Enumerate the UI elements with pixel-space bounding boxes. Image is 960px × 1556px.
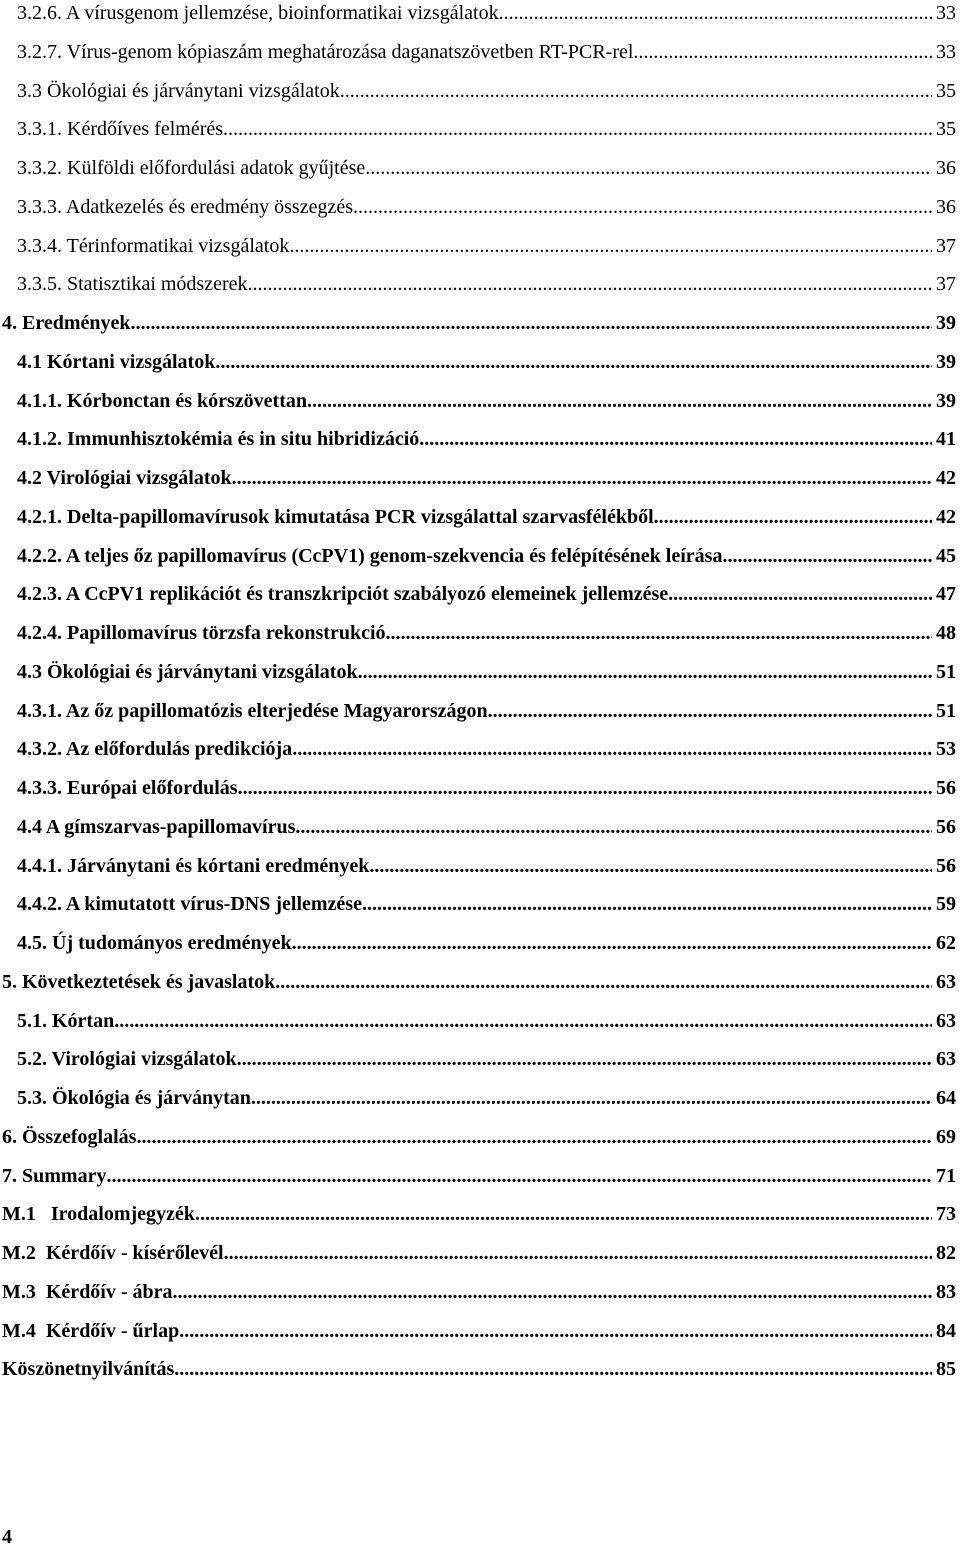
toc-entry[interactable] xyxy=(17,233,956,259)
toc-dot-leader xyxy=(358,659,932,685)
toc-entry-title: Köszönetnyilvánítás xyxy=(2,1358,175,1381)
toc-entry[interactable] xyxy=(17,1046,956,1072)
toc-entry[interactable] xyxy=(17,271,956,297)
toc-entry[interactable] xyxy=(2,969,956,995)
toc-entry-title: 4.3.1. Az őz papillomatózis elterjedése Magyarországon xyxy=(17,699,488,722)
toc-entry-page-number: 53 xyxy=(936,738,956,761)
toc-entry-title: 3.2.6. A vírusgenom jellemzése, bioinformatikai vizsgálatok xyxy=(17,2,499,24)
toc-entry-title: 4.4.2. A kimutatott vírus-DNS jellemzése xyxy=(17,893,362,916)
toc-dot-leader xyxy=(362,891,932,917)
toc-entry-title: 4.1 Kórtani vizsgálatok xyxy=(17,350,216,373)
toc-entry-title: M.3 Kérdőív - ábra xyxy=(2,1280,173,1303)
toc-entry-page-number: 59 xyxy=(936,893,956,916)
toc-dot-leader xyxy=(307,388,932,414)
toc-entry-page-number: 37 xyxy=(936,234,956,257)
toc-entry-page-number: 71 xyxy=(936,1164,956,1187)
toc-entry[interactable] xyxy=(2,1279,956,1305)
toc-entry-page-number: 33 xyxy=(936,40,956,63)
toc-entry-title: 3.3.3. Adatkezelés és eredmény összegzés xyxy=(17,195,353,218)
toc-entry[interactable] xyxy=(17,1085,956,1111)
toc-entry-page-number: 83 xyxy=(936,1280,956,1303)
toc-entry-title: 4. Eredmények xyxy=(2,312,131,334)
toc-entry-title: 4.2.2. A teljes őz papillomavírus (CcPV1) genom-szekvencia és felépítésének leírása xyxy=(17,544,723,567)
toc-dot-leader xyxy=(238,775,932,801)
toc-entry-page-number: 73 xyxy=(936,1203,956,1226)
toc-entry-page-number: 82 xyxy=(936,1242,956,1264)
toc-entry-page-number: 42 xyxy=(936,505,956,528)
toc-entry[interactable] xyxy=(17,698,956,724)
toc-entry[interactable] xyxy=(17,39,956,65)
toc-dot-leader xyxy=(292,736,932,762)
toc-entry[interactable] xyxy=(17,620,956,646)
toc-entry-title: 5. Következtetések és javaslatok xyxy=(2,970,276,993)
toc-dot-leader xyxy=(295,814,932,840)
toc-entry[interactable] xyxy=(17,504,956,530)
toc-entry-page-number: 62 xyxy=(936,932,956,954)
toc-entry-title: 3.3.4. Térinformatikai vizsgálatok xyxy=(17,234,290,257)
toc-dot-leader xyxy=(237,1046,932,1072)
toc-entry[interactable] xyxy=(17,814,956,840)
toc-entry[interactable] xyxy=(2,310,956,336)
toc-entry-title: 3.3.5. Statisztikai módszerek xyxy=(17,273,248,296)
toc-entry-page-number: 56 xyxy=(936,854,956,877)
toc-entry[interactable] xyxy=(17,78,956,104)
toc-entry[interactable] xyxy=(17,853,956,879)
toc-entry-page-number: 56 xyxy=(936,815,956,838)
toc-dot-leader xyxy=(722,543,932,569)
toc-dot-leader xyxy=(292,930,932,956)
toc-dot-leader xyxy=(224,1240,932,1266)
toc-entry-title: 7. Summary xyxy=(2,1164,107,1187)
toc-entry[interactable] xyxy=(17,581,956,607)
toc-entry-title: M.1 Irodalomjegyzék xyxy=(2,1203,195,1226)
toc-entry-page-number: 36 xyxy=(936,195,956,218)
toc-entry[interactable] xyxy=(17,891,956,917)
toc-dot-leader xyxy=(106,1163,932,1189)
toc-entry-title: 4.1.2. Immunhisztokémia és in situ hibridizáció xyxy=(17,428,420,451)
toc-entry-title: 4.2.1. Delta-papillomavírusok kimutatása PCR vizsgálattal szarvasfélékből xyxy=(17,505,654,528)
toc-entry[interactable] xyxy=(2,1240,956,1266)
toc-entry-title: 3.3.1. Kérdőíves felmérés xyxy=(17,118,224,141)
toc-dot-leader xyxy=(251,1085,932,1111)
toc-dot-leader xyxy=(136,1124,932,1150)
toc-entry-page-number: 36 xyxy=(936,157,956,179)
toc-dot-leader xyxy=(369,853,932,879)
page-number: 4 xyxy=(2,1526,12,1548)
toc-entry[interactable] xyxy=(17,775,956,801)
toc-dot-leader xyxy=(386,620,932,646)
toc-entry-page-number: 45 xyxy=(936,544,956,567)
toc-entry-title: 5.2. Virológiai vizsgálatok xyxy=(17,1048,237,1071)
toc-entry-title: 3.3.2. Külföldi előfordulási adatok gyűjtése xyxy=(17,157,366,179)
toc-dot-leader xyxy=(353,194,932,220)
toc-entry[interactable] xyxy=(17,426,956,452)
toc-entry[interactable] xyxy=(17,736,956,762)
toc-entry[interactable] xyxy=(2,1318,956,1344)
toc-entry[interactable] xyxy=(17,465,956,491)
toc-dot-leader xyxy=(668,581,932,607)
toc-entry-title: 4.3 Ökológiai és járványtani vizsgálatok xyxy=(17,660,358,683)
toc-entry-title: 5.1. Kórtan xyxy=(17,1009,115,1032)
toc-entry-page-number: 37 xyxy=(936,273,956,296)
toc-entry-page-number: 51 xyxy=(936,660,956,683)
toc-entry-page-number: 42 xyxy=(936,467,956,489)
toc-entry-title: 4.2.3. A CcPV1 replikációt és transzkripciót szabályozó elemeinek jellemzése xyxy=(17,583,669,606)
toc-entry-page-number: 47 xyxy=(936,583,956,606)
toc-entry-page-number: 39 xyxy=(936,350,956,373)
toc-entry-page-number: 69 xyxy=(936,1125,956,1148)
toc-entry[interactable] xyxy=(17,194,956,220)
toc-entry[interactable] xyxy=(17,349,956,375)
toc-entry-title: 4.4 A gímszarvas-papillomavírus xyxy=(17,815,296,838)
toc-dot-leader xyxy=(179,1318,932,1344)
toc-dot-leader xyxy=(499,0,932,26)
toc-entry[interactable] xyxy=(17,1008,956,1034)
toc-dot-leader xyxy=(248,271,932,297)
toc-entry-title: 3.3 Ökológiai és járványtani vizsgálatok xyxy=(17,79,340,102)
toc-entry-page-number: 35 xyxy=(936,118,956,141)
toc-entry-page-number: 85 xyxy=(936,1358,956,1381)
toc-entry[interactable] xyxy=(17,543,956,569)
toc-entry[interactable] xyxy=(17,388,956,414)
toc-dot-leader xyxy=(114,1008,932,1034)
toc-entry[interactable] xyxy=(17,659,956,685)
toc-entry-page-number: 84 xyxy=(936,1319,956,1342)
toc-dot-leader xyxy=(174,1356,932,1382)
toc-entry-page-number: 64 xyxy=(936,1087,956,1109)
toc-dot-leader xyxy=(232,465,932,491)
toc-dot-leader xyxy=(488,698,932,724)
toc-dot-leader xyxy=(340,78,932,104)
toc-entry-page-number: 51 xyxy=(936,699,956,722)
toc-dot-leader xyxy=(275,969,932,995)
toc-entry[interactable] xyxy=(2,1163,956,1189)
toc-dot-leader xyxy=(289,233,932,259)
toc-dot-leader xyxy=(633,39,932,65)
toc-entry-page-number: 63 xyxy=(936,970,956,993)
toc-entry-title: 5.3. Ökológia és járványtan xyxy=(17,1087,251,1109)
toc-entry-title: 4.3.3. Európai előfordulás xyxy=(17,777,238,799)
toc-entry-page-number: 63 xyxy=(936,1048,956,1071)
toc-entry[interactable] xyxy=(2,1201,956,1227)
toc-dot-leader xyxy=(365,155,932,181)
toc-entry-page-number: 39 xyxy=(936,312,956,334)
toc-entry-title: 4.2.4. Papillomavírus törzsfa rekonstrukció xyxy=(17,622,386,644)
toc-dot-leader xyxy=(173,1279,932,1305)
toc-entry[interactable] xyxy=(17,930,956,956)
toc-entry[interactable] xyxy=(17,0,956,26)
toc-entry-title: M.4 Kérdőív - űrlap xyxy=(2,1319,180,1342)
toc-entry[interactable] xyxy=(17,155,956,181)
toc-entry-title: 6. Összefoglalás xyxy=(2,1125,137,1148)
toc-entry-page-number: 33 xyxy=(936,2,956,24)
toc-dot-leader xyxy=(419,426,932,452)
toc-entry[interactable] xyxy=(2,1356,956,1382)
toc-entry-title: 4.1.1. Kórbonctan és kórszövettan xyxy=(17,389,307,412)
toc-entry-title: 4.2 Virológiai vizsgálatok xyxy=(17,467,232,489)
toc-dot-leader xyxy=(654,504,932,530)
toc-entry-page-number: 35 xyxy=(936,79,956,102)
toc-entry[interactable] xyxy=(17,116,956,142)
toc-entry-page-number: 41 xyxy=(936,428,956,451)
toc-dot-leader xyxy=(215,349,932,375)
toc-entry-page-number: 48 xyxy=(936,622,956,644)
toc-entry-page-number: 56 xyxy=(936,777,956,799)
toc-entry-title: 4.3.2. Az előfordulás predikciója xyxy=(17,738,293,761)
toc-entry-page-number: 63 xyxy=(936,1009,956,1032)
toc-dot-leader xyxy=(223,116,932,142)
toc-dot-leader xyxy=(131,310,932,336)
toc-entry-title: 4.5. Új tudományos eredmények xyxy=(17,932,292,954)
toc-dot-leader xyxy=(195,1201,932,1227)
toc-entry[interactable] xyxy=(2,1124,956,1150)
toc-entry-title: M.2 Kérdőív - kísérőlevél xyxy=(2,1242,224,1264)
toc-entry-title: 4.4.1. Járványtani és kórtani eredmények xyxy=(17,854,370,877)
toc-entry-page-number: 39 xyxy=(936,389,956,412)
toc-entry-title: 3.2.7. Vírus-genom kópiaszám meghatározása daganatszövetben RT-PCR-rel xyxy=(17,40,634,63)
